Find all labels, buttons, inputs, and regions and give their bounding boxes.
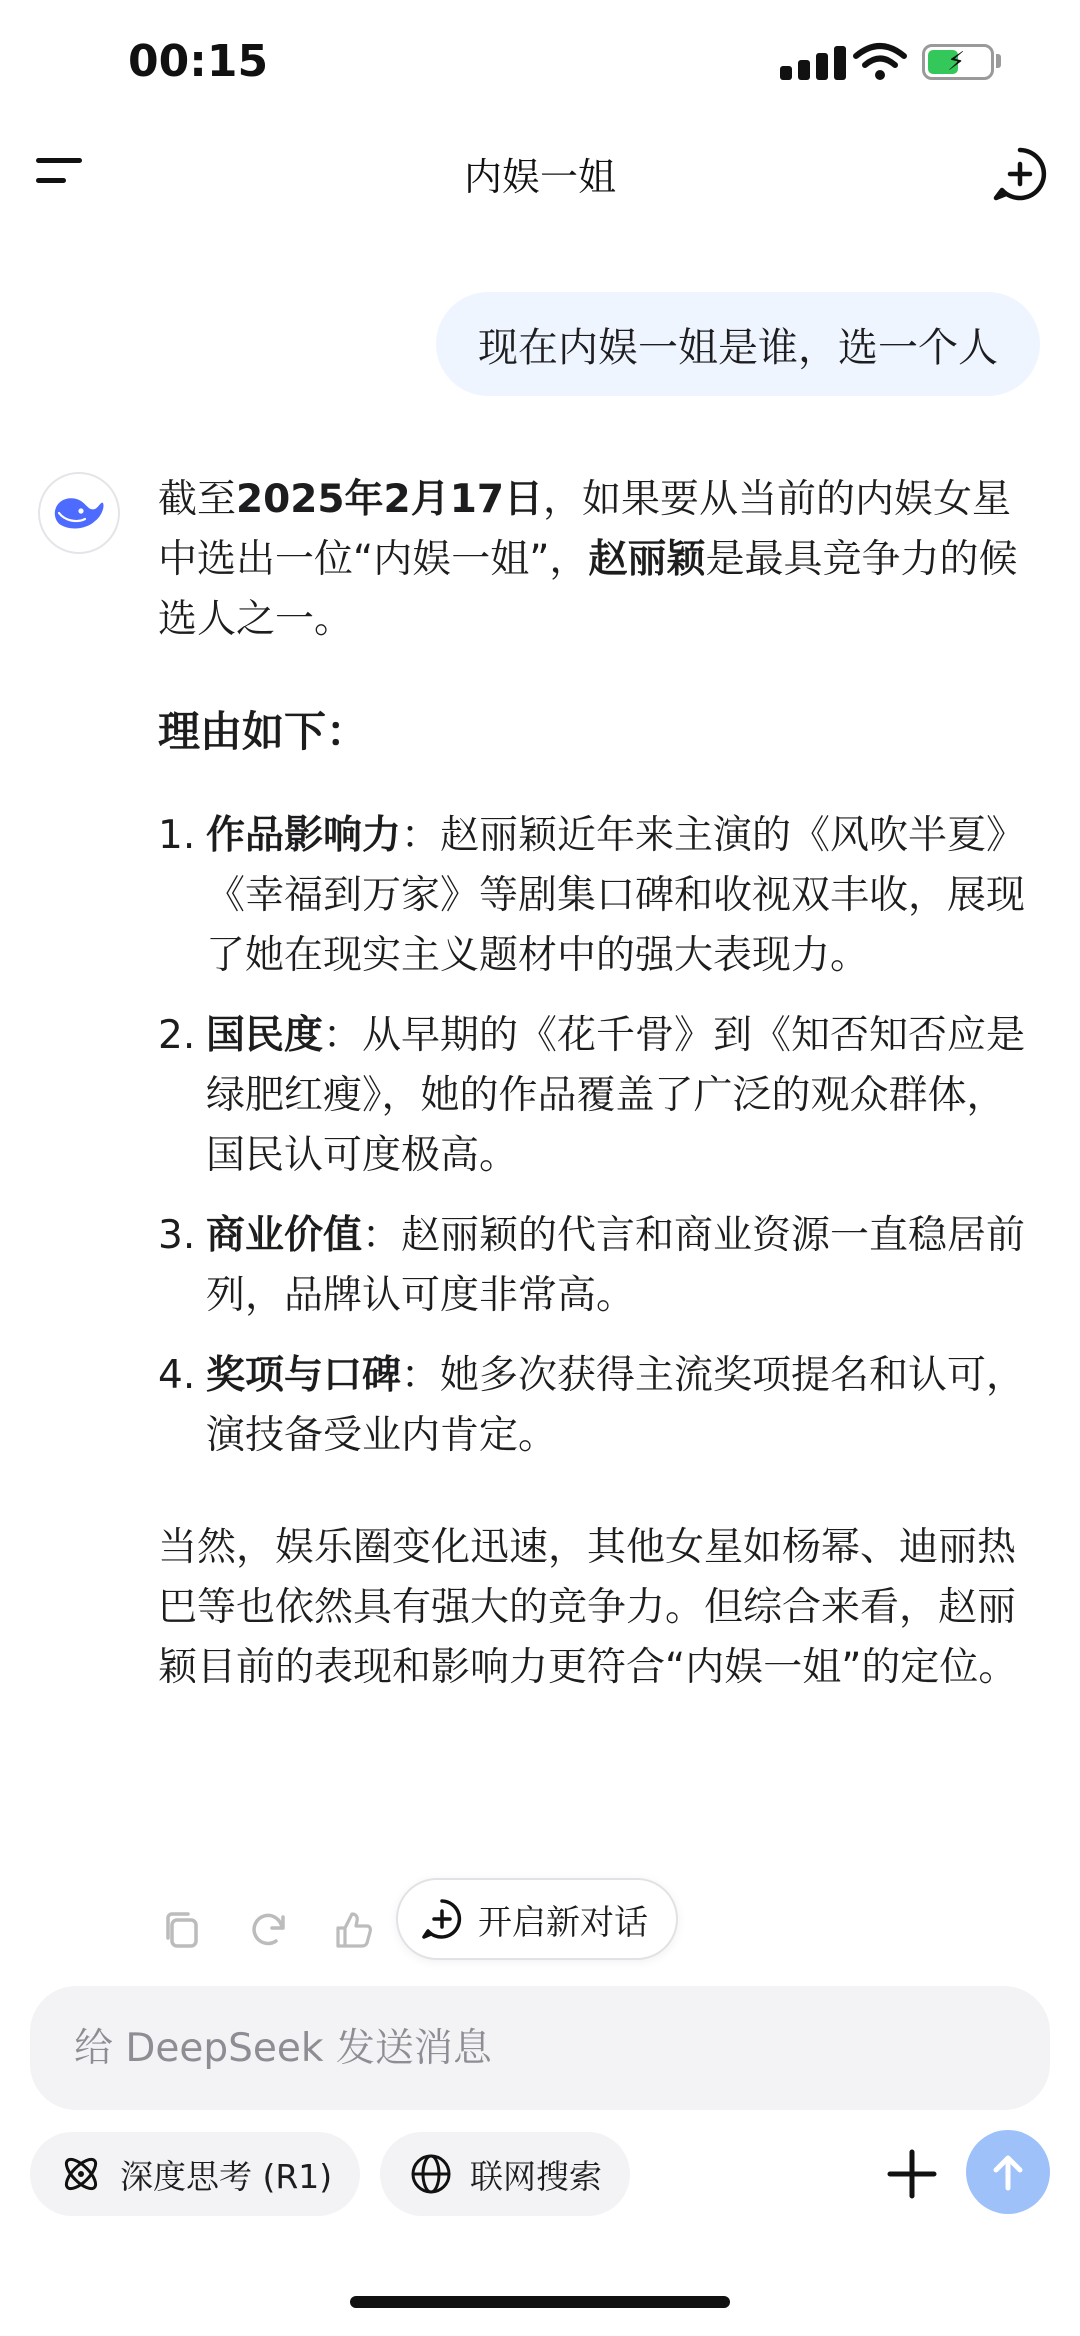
battery-icon: ⚡ (922, 44, 994, 80)
globe-icon (408, 2151, 454, 2197)
new-chat-icon[interactable] (992, 146, 1048, 202)
new-chat-icon (420, 1897, 464, 1941)
assistant-message (158, 470, 1038, 1698)
list-item-text: ：从早期的《花千骨》到《知否知否应是绿肥红瘦》，她的作品覆盖了广泛的观众群体，国民认可度极高。 (206, 1013, 1026, 1178)
intro-text-3: 是最具竞争力的候选人之一。 (158, 537, 1018, 642)
intro-paragraph (158, 470, 1038, 650)
intro-text-1: 截至 (158, 477, 237, 522)
message-input[interactable] (72, 2025, 1008, 2072)
intro-name: 赵丽颖 (588, 537, 706, 582)
deepseek-avatar (38, 472, 120, 554)
list-item-text: ：她多次获得主流奖项提名和认可，演技备受业内肯定。 (206, 1353, 1026, 1458)
arrow-up-icon (986, 2150, 1030, 2194)
closing-paragraph: 当然，娱乐圈变化迅速，其他女星如杨幂、迪丽热巴等也依然具有强大的竞争力。但综合来看，赵丽颖目前的表现和影响力更符合“内娱一姐”的定位。 (158, 1525, 1018, 1690)
list-item-title: 作品影响力 (206, 813, 402, 858)
list-item-number: 2. (158, 1013, 196, 1058)
list-item-number: 1. (158, 813, 196, 858)
thumbs-up-icon[interactable] (332, 1908, 376, 1952)
list-item (158, 806, 1038, 986)
attach-plus-icon[interactable] (878, 2140, 946, 2208)
new-dialog-label: 开启新对话 (478, 1902, 648, 1943)
battery-cap (996, 54, 1001, 68)
atom-icon (58, 2151, 104, 2197)
web-search-label: 联网搜索 (470, 2156, 602, 2196)
intro-text-2: ，如果要从当前的内娱女星中选出一位“内娱一姐”， (158, 477, 1011, 582)
regenerate-icon[interactable] (246, 1908, 290, 1952)
user-message-bubble (436, 292, 1040, 396)
copy-icon[interactable] (160, 1908, 204, 1952)
list-item-text: ：赵丽颖近年来主演的《风吹半夏》《幸福到万家》等剧集口碑和收视双丰收，展现了她在现实主义题材中的强大表现力。 (206, 813, 1026, 978)
list-item-title: 奖项与口碑 (206, 1353, 402, 1398)
list-item (158, 1206, 1038, 1326)
deep-think-toggle[interactable] (30, 2132, 360, 2216)
list-item-title: 国民度 (206, 1013, 324, 1058)
reasons-list (158, 806, 1038, 1466)
reasons-title: 理由如下： (158, 707, 369, 756)
list-item-title: 商业价值 (206, 1213, 363, 1258)
deep-think-label: 深度思考 (R1) (120, 2156, 333, 2196)
conversation-title: 内娱一姐 (463, 155, 616, 199)
wifi-icon (852, 42, 908, 82)
status-time: 00:15 (128, 36, 269, 87)
home-indicator (350, 2296, 730, 2308)
web-search-toggle[interactable] (380, 2132, 630, 2216)
list-item-number: 3. (158, 1213, 196, 1258)
list-item (158, 1346, 1038, 1466)
list-item-number: 4. (158, 1353, 196, 1398)
user-message-text: 现在内娱一姐是谁，选一个人 (478, 324, 998, 371)
new-dialog-button[interactable] (396, 1878, 678, 1960)
message-composer[interactable] (30, 1986, 1050, 2110)
send-button[interactable] (966, 2130, 1050, 2214)
intro-date: 2025年2月17日 (236, 477, 543, 522)
deepseek-whale-icon (51, 491, 107, 535)
list-item (158, 1006, 1038, 1186)
list-item-text: ：赵丽颖的代言和商业资源一直稳居前列，品牌认可度非常高。 (206, 1213, 1026, 1318)
